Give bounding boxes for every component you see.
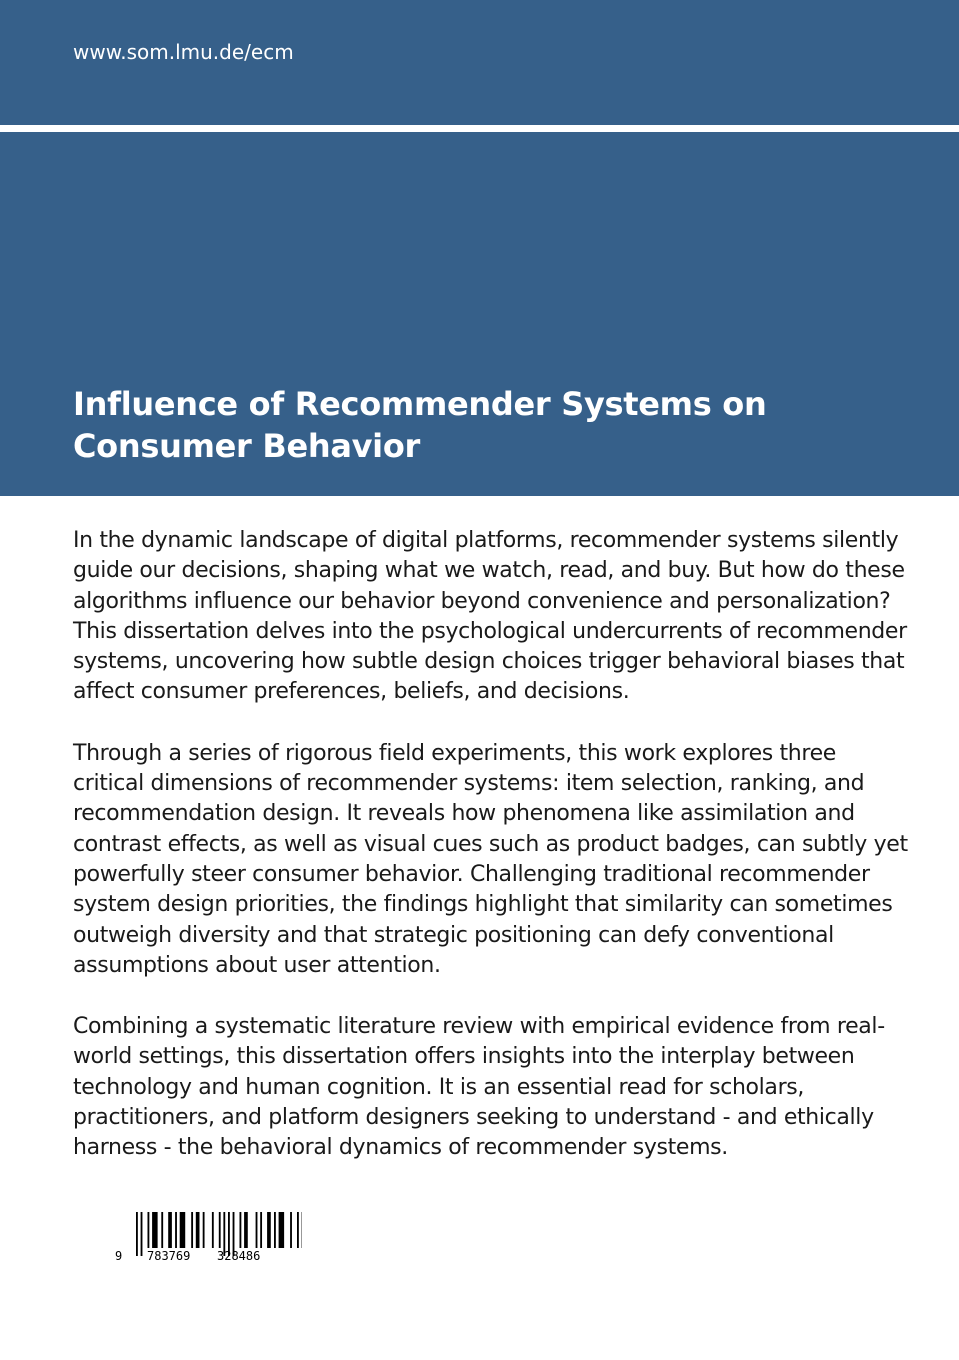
barcode-bar (219, 1212, 221, 1248)
blurb-paragraph-2: Through a series of rigorous field experiments, this work explores three critical dimensions of recommender systems: item selection, ranking, and recommendation design. It reveals how phenomena like assimilation and contrast effects, as well as visual cues such as product badges, can subtly yet powerfully steer consumer behavior. Challenging traditional recommender system design priorities, the findings highlight that similarity can sometimes outweigh diversity and that strategic positioning can defy conventional assumptions about user attention. (73, 740, 908, 978)
website-url[interactable]: www.som.lmu.de/ecm (73, 40, 294, 64)
book-title (73, 383, 893, 467)
barcode-bar (191, 1212, 193, 1248)
barcode-bar (196, 1212, 200, 1248)
barcode-bar (168, 1212, 172, 1248)
barcode-bar (256, 1212, 258, 1248)
barcode-bar (161, 1212, 163, 1248)
barcode-bar (274, 1212, 276, 1248)
title-line-1: Influence of Recommender Systems on (73, 385, 767, 423)
barcode-bar (136, 1212, 138, 1256)
barcode-lead-digit: 9 (115, 1249, 123, 1263)
blurb (73, 526, 913, 1195)
barcode-bar (180, 1212, 186, 1248)
barcode-bar (141, 1212, 143, 1256)
barcode-bar (290, 1212, 292, 1248)
barcode-bar (267, 1212, 271, 1248)
blurb-paragraph-1: In the dynamic landscape of digital platforms, recommender systems silently guide our decisions, shaping what we watch, read, and buy. But how do these algorithms influence our behavior beyond convenience and personalization? This dissertation delves into the psychological undercurrents of recommender systems, uncovering how subtle design choices trigger behavioral biases that affect consumer preferences, beliefs, and decisions. (73, 528, 907, 705)
barcode-bar (240, 1212, 242, 1248)
barcode-bar (203, 1212, 205, 1248)
barcode-bar (279, 1212, 285, 1248)
barcode-graphic (112, 1212, 302, 1264)
barcode-bar (297, 1212, 299, 1248)
title-line-2: Consumer Behavior (73, 427, 421, 465)
divider-stripe (0, 125, 959, 132)
barcode-bar (152, 1212, 158, 1248)
barcode-bar (260, 1212, 262, 1248)
barcode-bar (244, 1212, 248, 1248)
barcode-group-2: 328486 (217, 1249, 261, 1263)
barcode-group-1: 783769 (147, 1249, 191, 1263)
isbn-barcode (112, 1212, 302, 1264)
barcode-bar (175, 1212, 177, 1248)
blurb-paragraph-3: Combining a systematic literature review with empirical evidence from real-world settings, this dissertation offers insights into the interplay between technology and human cognition. It is an essential read for scholars, practitioners, and platform designers seeking to understand - and ethically harness - the behavioral dynamics of recommender systems. (73, 1014, 885, 1161)
barcode-bar (148, 1212, 150, 1248)
barcode-bar (212, 1212, 214, 1248)
